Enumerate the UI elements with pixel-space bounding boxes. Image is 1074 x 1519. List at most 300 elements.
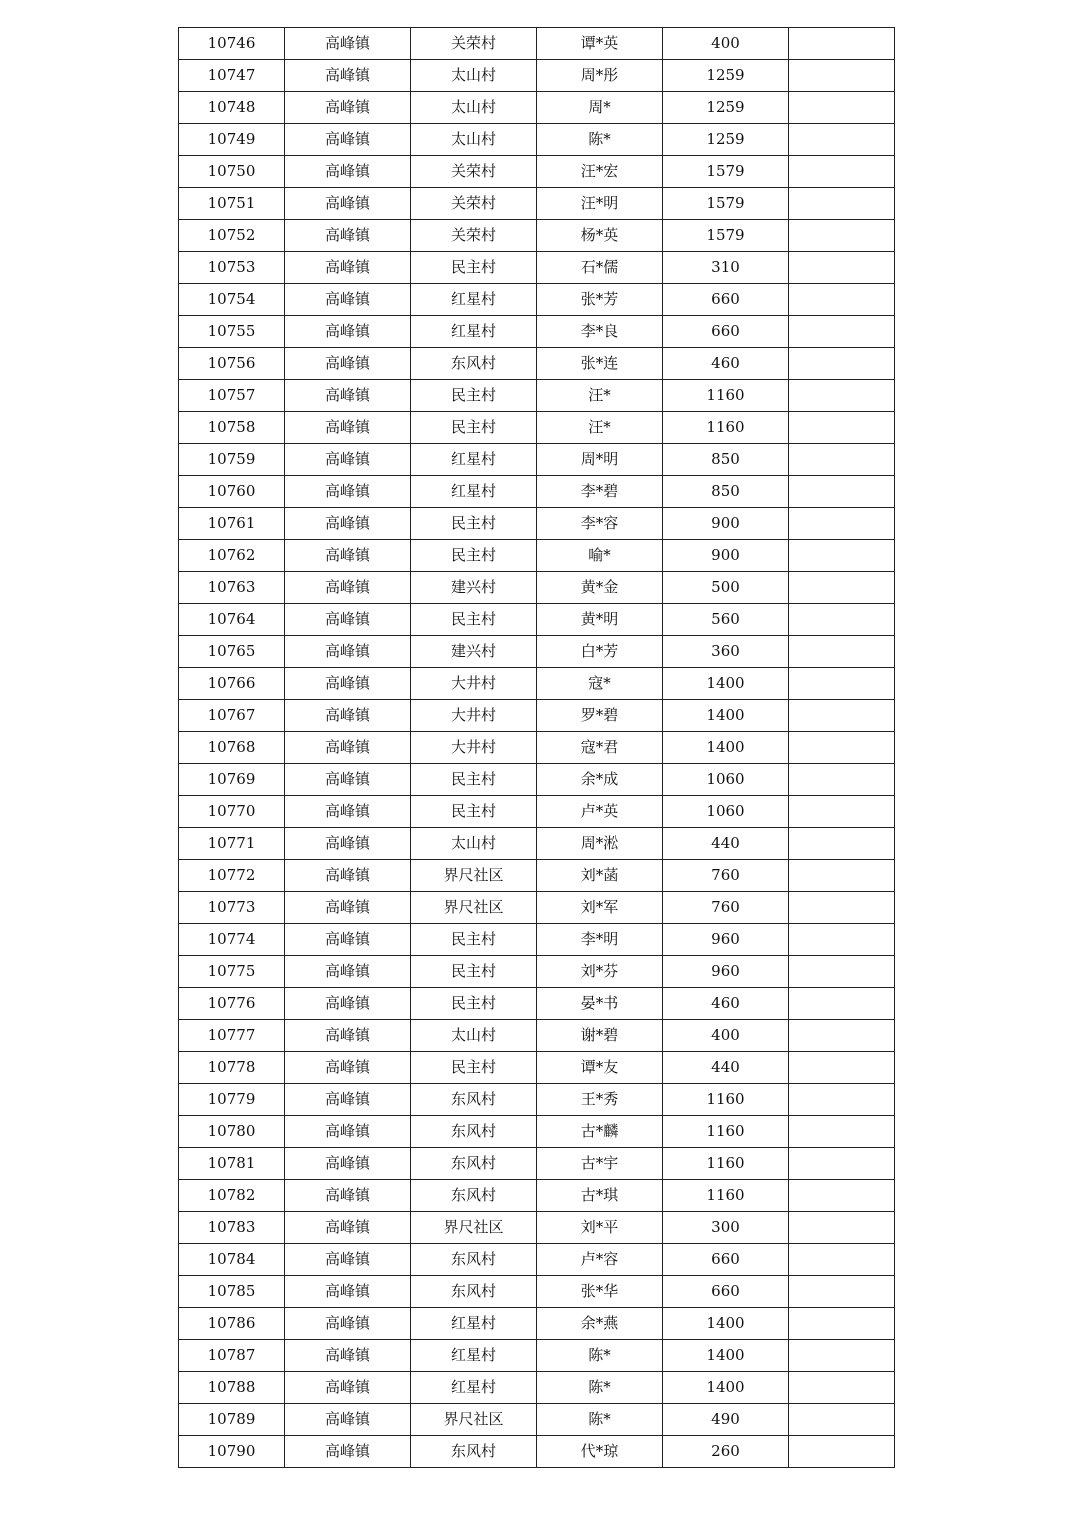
table-row — [179, 1084, 895, 1116]
cell-village: 建兴村 — [411, 636, 537, 668]
cell-town: 高峰镇 — [285, 764, 411, 796]
cell-remark — [789, 348, 895, 380]
cell-amount: 400 — [663, 28, 789, 60]
cell-remark — [789, 1276, 895, 1308]
cell-name: 杨*英 — [537, 220, 663, 252]
cell-remark — [789, 956, 895, 988]
cell-amount: 1400 — [663, 700, 789, 732]
cell-amount: 960 — [663, 956, 789, 988]
cell-name: 卢*英 — [537, 796, 663, 828]
cell-serial-number: 10769 — [179, 764, 285, 796]
cell-name: 谭*英 — [537, 28, 663, 60]
cell-village: 民主村 — [411, 412, 537, 444]
cell-name: 刘*平 — [537, 1212, 663, 1244]
cell-village: 民主村 — [411, 796, 537, 828]
cell-serial-number: 10780 — [179, 1116, 285, 1148]
table-row — [179, 1276, 895, 1308]
table-row — [179, 476, 895, 508]
cell-remark — [789, 444, 895, 476]
cell-serial-number: 10790 — [179, 1436, 285, 1468]
table-row — [179, 316, 895, 348]
cell-name: 卢*容 — [537, 1244, 663, 1276]
cell-remark — [789, 252, 895, 284]
cell-name: 周* — [537, 92, 663, 124]
cell-town: 高峰镇 — [285, 284, 411, 316]
cell-town: 高峰镇 — [285, 636, 411, 668]
cell-name: 周*彤 — [537, 60, 663, 92]
cell-serial-number: 10759 — [179, 444, 285, 476]
cell-name: 李*良 — [537, 316, 663, 348]
cell-name: 刘*军 — [537, 892, 663, 924]
cell-amount: 660 — [663, 284, 789, 316]
cell-remark — [789, 988, 895, 1020]
cell-town: 高峰镇 — [285, 892, 411, 924]
table-row — [179, 1020, 895, 1052]
cell-remark — [789, 92, 895, 124]
cell-remark — [789, 1116, 895, 1148]
cell-name: 陈* — [537, 124, 663, 156]
cell-name: 黄*金 — [537, 572, 663, 604]
cell-name: 黄*明 — [537, 604, 663, 636]
table-row — [179, 1308, 895, 1340]
cell-remark — [789, 1180, 895, 1212]
cell-village: 民主村 — [411, 604, 537, 636]
cell-name: 余*燕 — [537, 1308, 663, 1340]
cell-name: 周*淞 — [537, 828, 663, 860]
table-row — [179, 828, 895, 860]
table-row — [179, 380, 895, 412]
cell-town: 高峰镇 — [285, 860, 411, 892]
cell-village: 东风村 — [411, 1180, 537, 1212]
cell-amount: 1259 — [663, 124, 789, 156]
table-body — [179, 28, 895, 1468]
cell-remark — [789, 60, 895, 92]
cell-town: 高峰镇 — [285, 476, 411, 508]
cell-village: 红星村 — [411, 284, 537, 316]
table-row — [179, 220, 895, 252]
cell-village: 界尺社区 — [411, 1404, 537, 1436]
cell-town: 高峰镇 — [285, 1084, 411, 1116]
cell-remark — [789, 828, 895, 860]
table-row — [179, 924, 895, 956]
cell-serial-number: 10751 — [179, 188, 285, 220]
table-row — [179, 508, 895, 540]
cell-remark — [789, 188, 895, 220]
table-row — [179, 348, 895, 380]
cell-name: 汪*宏 — [537, 156, 663, 188]
cell-name: 罗*碧 — [537, 700, 663, 732]
cell-serial-number: 10766 — [179, 668, 285, 700]
cell-amount: 300 — [663, 1212, 789, 1244]
cell-town: 高峰镇 — [285, 796, 411, 828]
cell-amount: 1060 — [663, 764, 789, 796]
cell-name: 张*华 — [537, 1276, 663, 1308]
cell-village: 红星村 — [411, 1308, 537, 1340]
cell-remark — [789, 124, 895, 156]
cell-serial-number: 10768 — [179, 732, 285, 764]
table-row — [179, 1212, 895, 1244]
cell-town: 高峰镇 — [285, 700, 411, 732]
cell-remark — [789, 796, 895, 828]
cell-name: 寇*君 — [537, 732, 663, 764]
cell-serial-number: 10787 — [179, 1340, 285, 1372]
cell-remark — [789, 892, 895, 924]
cell-remark — [789, 572, 895, 604]
cell-serial-number: 10778 — [179, 1052, 285, 1084]
cell-town: 高峰镇 — [285, 156, 411, 188]
cell-serial-number: 10789 — [179, 1404, 285, 1436]
cell-town: 高峰镇 — [285, 604, 411, 636]
cell-village: 红星村 — [411, 476, 537, 508]
cell-serial-number: 10756 — [179, 348, 285, 380]
cell-town: 高峰镇 — [285, 732, 411, 764]
cell-remark — [789, 28, 895, 60]
cell-town: 高峰镇 — [285, 1436, 411, 1468]
cell-amount: 1259 — [663, 92, 789, 124]
cell-serial-number: 10788 — [179, 1372, 285, 1404]
cell-serial-number: 10779 — [179, 1084, 285, 1116]
table-row — [179, 636, 895, 668]
cell-serial-number: 10770 — [179, 796, 285, 828]
cell-remark — [789, 860, 895, 892]
cell-serial-number: 10764 — [179, 604, 285, 636]
cell-remark — [789, 1340, 895, 1372]
cell-amount: 760 — [663, 860, 789, 892]
cell-amount: 1160 — [663, 412, 789, 444]
table-row — [179, 1372, 895, 1404]
cell-village: 建兴村 — [411, 572, 537, 604]
cell-remark — [789, 412, 895, 444]
cell-serial-number: 10775 — [179, 956, 285, 988]
cell-village: 大井村 — [411, 732, 537, 764]
cell-village: 红星村 — [411, 1372, 537, 1404]
cell-amount: 1160 — [663, 1148, 789, 1180]
cell-name: 王*秀 — [537, 1084, 663, 1116]
cell-amount: 360 — [663, 636, 789, 668]
cell-serial-number: 10783 — [179, 1212, 285, 1244]
cell-village: 民主村 — [411, 988, 537, 1020]
table-row — [179, 1052, 895, 1084]
cell-name: 刘*菡 — [537, 860, 663, 892]
table-row — [179, 956, 895, 988]
cell-town: 高峰镇 — [285, 412, 411, 444]
table-row — [179, 1148, 895, 1180]
cell-remark — [789, 1372, 895, 1404]
cell-town: 高峰镇 — [285, 1340, 411, 1372]
table-row — [179, 988, 895, 1020]
cell-serial-number: 10752 — [179, 220, 285, 252]
cell-amount: 1160 — [663, 1116, 789, 1148]
cell-remark — [789, 924, 895, 956]
cell-town: 高峰镇 — [285, 956, 411, 988]
cell-serial-number: 10749 — [179, 124, 285, 156]
cell-town: 高峰镇 — [285, 572, 411, 604]
cell-serial-number: 10763 — [179, 572, 285, 604]
cell-name: 汪* — [537, 412, 663, 444]
cell-village: 东风村 — [411, 1116, 537, 1148]
cell-remark — [789, 1308, 895, 1340]
table-row — [179, 732, 895, 764]
cell-village: 民主村 — [411, 380, 537, 412]
cell-amount: 490 — [663, 1404, 789, 1436]
cell-remark — [789, 156, 895, 188]
cell-name: 张*芳 — [537, 284, 663, 316]
cell-village: 东风村 — [411, 1244, 537, 1276]
table-row — [179, 764, 895, 796]
cell-village: 东风村 — [411, 1436, 537, 1468]
cell-serial-number: 10771 — [179, 828, 285, 860]
cell-name: 陈* — [537, 1404, 663, 1436]
cell-remark — [789, 1148, 895, 1180]
cell-amount: 1400 — [663, 1372, 789, 1404]
cell-amount: 260 — [663, 1436, 789, 1468]
table-row — [179, 892, 895, 924]
cell-amount: 1400 — [663, 1340, 789, 1372]
cell-amount: 310 — [663, 252, 789, 284]
cell-town: 高峰镇 — [285, 444, 411, 476]
table-row — [179, 796, 895, 828]
cell-town: 高峰镇 — [285, 220, 411, 252]
cell-village: 红星村 — [411, 1340, 537, 1372]
cell-name: 古*琪 — [537, 1180, 663, 1212]
cell-amount: 1400 — [663, 1308, 789, 1340]
table-row — [179, 92, 895, 124]
table-row — [179, 572, 895, 604]
cell-remark — [789, 1020, 895, 1052]
cell-village: 民主村 — [411, 540, 537, 572]
table-row — [179, 604, 895, 636]
cell-village: 太山村 — [411, 60, 537, 92]
cell-village: 大井村 — [411, 700, 537, 732]
cell-name: 寇* — [537, 668, 663, 700]
cell-serial-number: 10750 — [179, 156, 285, 188]
cell-amount: 1400 — [663, 732, 789, 764]
cell-village: 民主村 — [411, 252, 537, 284]
cell-town: 高峰镇 — [285, 316, 411, 348]
table-row — [179, 28, 895, 60]
table-row — [179, 1116, 895, 1148]
cell-remark — [789, 1436, 895, 1468]
cell-name: 余*成 — [537, 764, 663, 796]
cell-village: 民主村 — [411, 764, 537, 796]
cell-town: 高峰镇 — [285, 1308, 411, 1340]
cell-amount: 1400 — [663, 668, 789, 700]
cell-serial-number: 10762 — [179, 540, 285, 572]
cell-serial-number: 10746 — [179, 28, 285, 60]
cell-serial-number: 10767 — [179, 700, 285, 732]
table-row — [179, 284, 895, 316]
cell-amount: 900 — [663, 508, 789, 540]
cell-town: 高峰镇 — [285, 1020, 411, 1052]
cell-remark — [789, 700, 895, 732]
cell-village: 太山村 — [411, 124, 537, 156]
cell-remark — [789, 220, 895, 252]
cell-town: 高峰镇 — [285, 668, 411, 700]
table-row — [179, 860, 895, 892]
cell-amount: 1579 — [663, 220, 789, 252]
cell-name: 汪* — [537, 380, 663, 412]
cell-remark — [789, 668, 895, 700]
cell-serial-number: 10772 — [179, 860, 285, 892]
table-row — [179, 1180, 895, 1212]
cell-remark — [789, 604, 895, 636]
cell-village: 关荣村 — [411, 188, 537, 220]
cell-town: 高峰镇 — [285, 1116, 411, 1148]
table-row — [179, 124, 895, 156]
cell-remark — [789, 284, 895, 316]
cell-town: 高峰镇 — [285, 188, 411, 220]
cell-remark — [789, 1212, 895, 1244]
cell-remark — [789, 636, 895, 668]
cell-amount: 1160 — [663, 1180, 789, 1212]
cell-serial-number: 10747 — [179, 60, 285, 92]
cell-village: 界尺社区 — [411, 860, 537, 892]
table-row — [179, 1340, 895, 1372]
cell-amount: 850 — [663, 444, 789, 476]
cell-amount: 660 — [663, 316, 789, 348]
cell-village: 民主村 — [411, 956, 537, 988]
table-row — [179, 668, 895, 700]
table-row — [179, 1244, 895, 1276]
cell-remark — [789, 476, 895, 508]
cell-name: 汪*明 — [537, 188, 663, 220]
cell-amount: 660 — [663, 1276, 789, 1308]
cell-town: 高峰镇 — [285, 828, 411, 860]
cell-name: 陈* — [537, 1372, 663, 1404]
cell-serial-number: 10754 — [179, 284, 285, 316]
cell-town: 高峰镇 — [285, 924, 411, 956]
cell-town: 高峰镇 — [285, 1148, 411, 1180]
cell-amount: 460 — [663, 988, 789, 1020]
cell-town: 高峰镇 — [285, 92, 411, 124]
cell-serial-number: 10784 — [179, 1244, 285, 1276]
cell-amount: 400 — [663, 1020, 789, 1052]
table-row — [179, 60, 895, 92]
cell-village: 太山村 — [411, 1020, 537, 1052]
cell-village: 民主村 — [411, 924, 537, 956]
cell-town: 高峰镇 — [285, 508, 411, 540]
table-row — [179, 1436, 895, 1468]
cell-town: 高峰镇 — [285, 1052, 411, 1084]
cell-village: 东风村 — [411, 1276, 537, 1308]
cell-serial-number: 10777 — [179, 1020, 285, 1052]
cell-town: 高峰镇 — [285, 252, 411, 284]
cell-name: 周*明 — [537, 444, 663, 476]
table-row — [179, 188, 895, 220]
cell-town: 高峰镇 — [285, 348, 411, 380]
cell-serial-number: 10753 — [179, 252, 285, 284]
cell-serial-number: 10774 — [179, 924, 285, 956]
cell-name: 陈* — [537, 1340, 663, 1372]
cell-town: 高峰镇 — [285, 124, 411, 156]
cell-amount: 900 — [663, 540, 789, 572]
cell-remark — [789, 1404, 895, 1436]
cell-serial-number: 10760 — [179, 476, 285, 508]
cell-village: 关荣村 — [411, 28, 537, 60]
cell-remark — [789, 764, 895, 796]
cell-town: 高峰镇 — [285, 60, 411, 92]
table-row — [179, 700, 895, 732]
cell-serial-number: 10748 — [179, 92, 285, 124]
cell-village: 民主村 — [411, 508, 537, 540]
cell-serial-number: 10776 — [179, 988, 285, 1020]
cell-serial-number: 10757 — [179, 380, 285, 412]
cell-amount: 1259 — [663, 60, 789, 92]
cell-village: 界尺社区 — [411, 892, 537, 924]
cell-amount: 1579 — [663, 188, 789, 220]
cell-name: 古*麟 — [537, 1116, 663, 1148]
cell-serial-number: 10773 — [179, 892, 285, 924]
cell-village: 东风村 — [411, 1084, 537, 1116]
cell-town: 高峰镇 — [285, 380, 411, 412]
cell-serial-number: 10786 — [179, 1308, 285, 1340]
cell-village: 红星村 — [411, 444, 537, 476]
cell-town: 高峰镇 — [285, 988, 411, 1020]
cell-town: 高峰镇 — [285, 1404, 411, 1436]
cell-serial-number: 10785 — [179, 1276, 285, 1308]
cell-serial-number: 10781 — [179, 1148, 285, 1180]
cell-village: 东风村 — [411, 348, 537, 380]
cell-serial-number: 10755 — [179, 316, 285, 348]
cell-town: 高峰镇 — [285, 1244, 411, 1276]
table-row — [179, 444, 895, 476]
table-row — [179, 1404, 895, 1436]
cell-remark — [789, 540, 895, 572]
cell-name: 谭*友 — [537, 1052, 663, 1084]
cell-name: 晏*书 — [537, 988, 663, 1020]
cell-amount: 660 — [663, 1244, 789, 1276]
data-table — [178, 27, 895, 1468]
cell-remark — [789, 1052, 895, 1084]
cell-name: 刘*芬 — [537, 956, 663, 988]
cell-village: 关荣村 — [411, 220, 537, 252]
cell-name: 古*宇 — [537, 1148, 663, 1180]
cell-name: 张*连 — [537, 348, 663, 380]
cell-amount: 560 — [663, 604, 789, 636]
cell-serial-number: 10765 — [179, 636, 285, 668]
cell-name: 代*琼 — [537, 1436, 663, 1468]
cell-remark — [789, 380, 895, 412]
cell-village: 红星村 — [411, 316, 537, 348]
cell-village: 民主村 — [411, 1052, 537, 1084]
cell-village: 大井村 — [411, 668, 537, 700]
cell-remark — [789, 1084, 895, 1116]
cell-town: 高峰镇 — [285, 1180, 411, 1212]
table-row — [179, 540, 895, 572]
cell-amount: 1060 — [663, 796, 789, 828]
cell-village: 关荣村 — [411, 156, 537, 188]
cell-town: 高峰镇 — [285, 1212, 411, 1244]
cell-amount: 760 — [663, 892, 789, 924]
cell-name: 李*碧 — [537, 476, 663, 508]
table-row — [179, 252, 895, 284]
cell-amount: 1160 — [663, 380, 789, 412]
cell-town: 高峰镇 — [285, 1372, 411, 1404]
cell-name: 喻* — [537, 540, 663, 572]
cell-serial-number: 10782 — [179, 1180, 285, 1212]
cell-name: 谢*碧 — [537, 1020, 663, 1052]
cell-name: 李*明 — [537, 924, 663, 956]
cell-village: 太山村 — [411, 92, 537, 124]
cell-remark — [789, 508, 895, 540]
table-row — [179, 156, 895, 188]
cell-village: 东风村 — [411, 1148, 537, 1180]
cell-name: 李*容 — [537, 508, 663, 540]
cell-village: 界尺社区 — [411, 1212, 537, 1244]
cell-village: 太山村 — [411, 828, 537, 860]
cell-amount: 460 — [663, 348, 789, 380]
cell-amount: 1160 — [663, 1084, 789, 1116]
